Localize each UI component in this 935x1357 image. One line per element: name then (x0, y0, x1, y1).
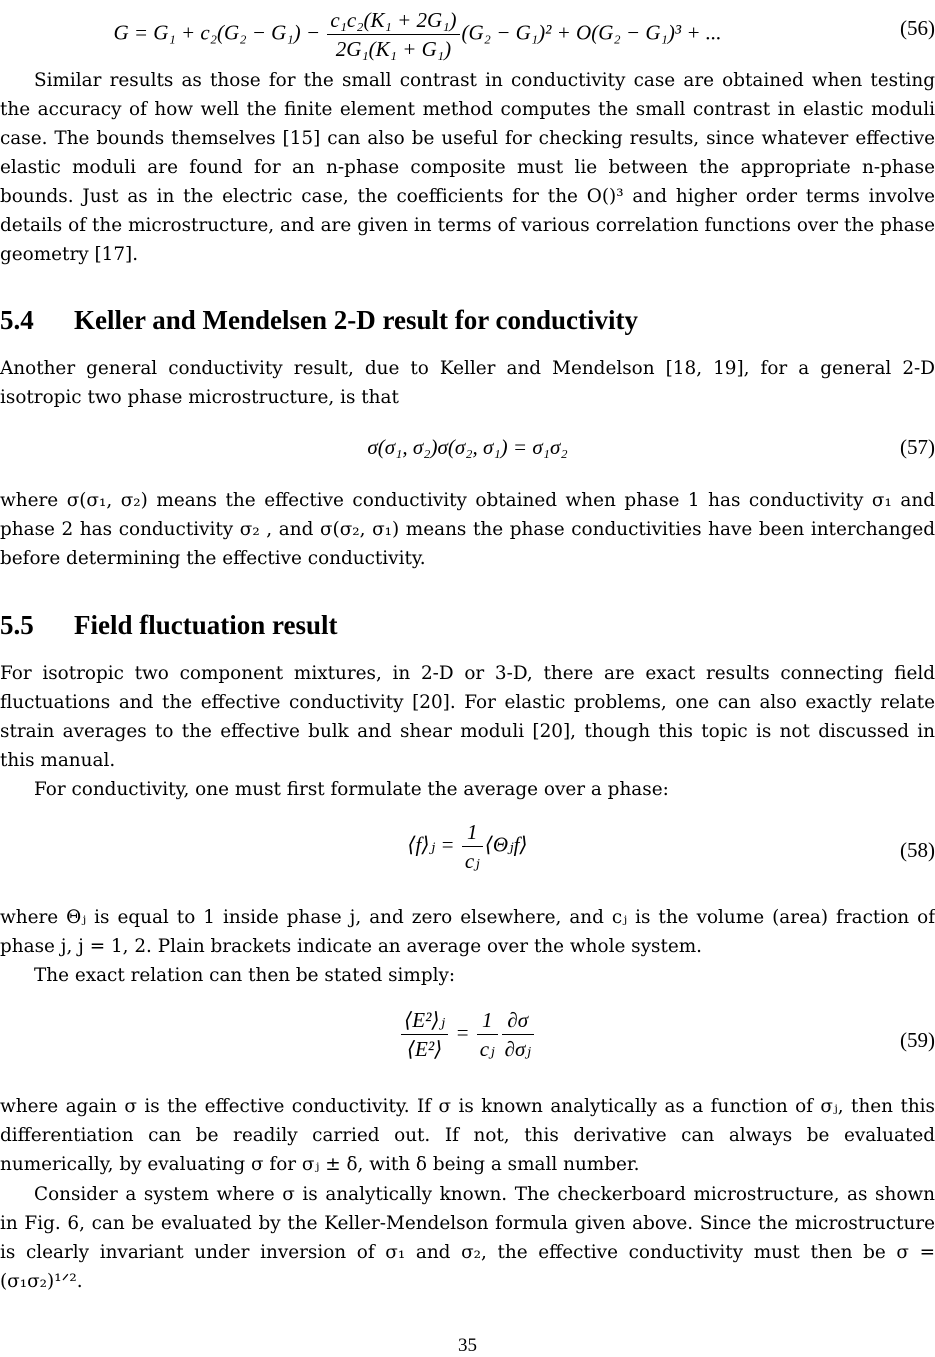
section-heading-5-5 (0, 610, 338, 641)
equation-59-number: (59) (900, 1028, 935, 1052)
equation-57-expression: σ(σ₁, σ₂)σ(σ₂, σ₁) = σ₁σ₂ (367, 435, 568, 459)
equation-56 (0, 4, 935, 60)
paragraph-checkerboard: Consider a system where σ is analytically known. The checkerboard microstructure, as shown in Fig. 6, can be evaluated by the Keller-Mendelson formula given above. Since the microstructure is clearly invariant under inversion of σ₁ and σ₂, the effective conductivity must then be σ = (σ₁σ₂)¹ᐟ². (0, 1184, 935, 1292)
equation-58-expression: ⟨f⟩ⱼ = $\frac{1}{\text{cⱼ}}$ ⟨Θⱼf⟩ (407, 820, 528, 874)
equation-57 (0, 433, 935, 467)
paragraph-derivative-evaluation: where again σ is the effective conductivity. If σ is known analytically as a function of σⱼ, then this differentiation can be readily carried out. If not, this derivative can always be evaluated numerically, by evaluating σ for σⱼ ± δ, with δ being a small number. (0, 1096, 935, 1175)
paragraph-theta-definition: where Θⱼ is equal to 1 inside phase j, and zero elsewhere, and cⱼ is the volume (area) fraction of phase j, j = 1, 2. Plain brackets indicate an average over the whole system. (0, 907, 935, 957)
equation-56-fraction: $\frac{\text{c₁c₂(K₁ + 2G₁)}}{\text{2G₁(K₁ + G₁)}}$ (327, 8, 459, 61)
section-title: Field fluctuation result (74, 610, 338, 640)
paragraph-exact-relation-intro: The exact relation can then be stated simply: (34, 965, 456, 986)
section-number: 5.4 (0, 305, 34, 335)
equation-59-expression: $\frac{\text{⟨E²⟩ⱼ}}{\text{⟨E²⟩}}$ = $\frac{1}{\text{cⱼ}}$ $\frac{\partial\sigma}{\text{∂σⱼ}}$ (0, 1008, 935, 1061)
equation-59 (0, 1008, 935, 1074)
equation-58 (0, 820, 935, 884)
paragraph-field-fluctuation: For isotropic two component mixtures, in 2-D or 3-D, there are exact results connecting field fluctuations and the effective conductivity [20]. For elastic problems, one can also exactly relate strain averages to the effective bulk and shear moduli [20], though this topic is not discussed in this manual. (0, 663, 935, 771)
equation-57-number: (57) (900, 435, 935, 459)
section-heading-5-4 (0, 305, 638, 336)
equation-59-fraction-3: $\frac{\partial\sigma}{\text{∂σⱼ}}$ (502, 1008, 534, 1061)
section-title: Keller and Mendelsen 2-D result for conductivity (74, 305, 638, 335)
section-number: 5.5 (0, 610, 34, 640)
equation-56-expression: G = G₁ + c₂(G₂ − G₁) − $\frac{\text{c₁c₂(K₁ + 2G₁)}}{\text{2G₁(K₁ + G₁)}}$ (G₂ − G₁)² + O(G₂ − G₁)³ + ... (113, 8, 722, 62)
equation-59-fraction-1: $\frac{\text{⟨E²⟩ⱼ}}{\text{⟨E²⟩}}$ (401, 1008, 448, 1061)
paragraph-keller-mendelson-intro: Another general conductivity result, due to Keller and Mendelson [18, 19], for a general 2-D isotropic two phase microstructure, is that (0, 358, 935, 408)
equation-56-number: (56) (900, 16, 935, 40)
equation-58-number: (58) (900, 838, 935, 862)
paragraph-small-contrast-elastic: Similar results as those for the small contrast in conductivity case are obtained when testing the accuracy of how well the finite element method computes the small contrast in elastic moduli case. The bounds themselves [15] can also be useful for checking results, since whatever effective elastic moduli are found for an n-phase composite must lie between the appropriate n-phase bounds. Just as in the electric case, the coefficients for the O()³ and higher order terms involve details of the microstructure, and are given in terms of various correlation functions over the phase geometry [17]. (0, 70, 935, 265)
equation-59-fraction-2: $\frac{1}{\text{cⱼ}}$ (477, 1008, 498, 1061)
paragraph-phase-average-intro: For conductivity, one must first formulate the average over a phase: (34, 779, 669, 800)
equation-58-fraction: $\frac{1}{\text{cⱼ}}$ (462, 820, 483, 873)
page-number: 35 (458, 1335, 477, 1356)
paragraph-sigma-definition: where σ(σ₁, σ₂) means the effective conductivity obtained when phase 1 has conductivity σ₁ and phase 2 has conductivity σ₂ , and σ(σ₂, σ₁) means the phase conductivities have been interchanged before determining the effective conductivity. (0, 490, 935, 569)
